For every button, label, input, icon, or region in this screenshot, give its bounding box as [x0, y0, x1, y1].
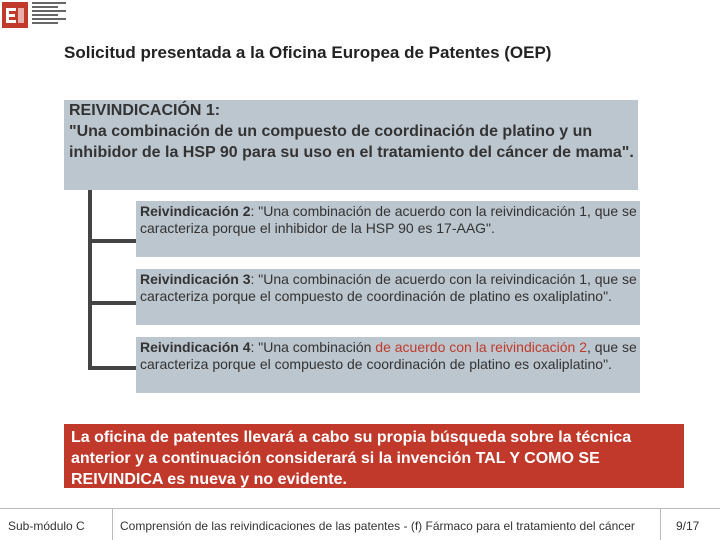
claim-3-box: [136, 269, 640, 325]
footer-module: Sub-módulo C: [8, 519, 85, 533]
footer-separator-right: [660, 509, 661, 540]
claim-4-text-start: : "Una combinación: [250, 339, 376, 355]
connector-trunk: [88, 190, 92, 368]
connector-branch-4: [88, 366, 136, 370]
claim-4-label: Reivindicación 4: [140, 339, 251, 355]
main-claim-label: REIVINDICACIÓN 1: [69, 102, 215, 119]
footer-page-number: 9/17: [676, 519, 700, 533]
footer-separator-left: [112, 509, 113, 540]
connector-branch-2: [88, 239, 136, 243]
claim-4-text-end: , que se caracteriza porque el compuesto de coordinación de platino es oxaliplatino".: [140, 339, 637, 372]
main-claim-text: "Una combinación de un compuesto de coordinación de platino y un inhibidor de la HSP 90 para su uso en el tratamiento del cáncer de mama".: [69, 123, 634, 161]
main-claim-colon: :: [214, 102, 221, 119]
main-claim-box: [64, 100, 638, 190]
notice-box: La oficina de patentes llevará a cabo su propia búsqueda sobre la técnica anterior y a continuación considerará si la invención TAL Y COMO SE REIVINDICA es nueva y no evidente.: [64, 424, 684, 488]
epo-logo-wordmark: [32, 2, 66, 26]
claim-2-box: [136, 201, 640, 257]
claim-3-text: : "Una combinación de acuerdo con la reivindicación 1, que se caracteriza porque el compuesto de coordinación de platino es oxaliplatino".: [140, 271, 637, 304]
connector-branch-3: [88, 301, 136, 305]
epo-logo: [0, 0, 70, 32]
footer-subtitle: Comprensión de las reivindicaciones de las patentes - (f) Fármaco para el tratamiento del cáncer: [120, 519, 635, 533]
footer-divider: [0, 508, 720, 509]
claim-4-dependency-highlight: de acuerdo con la reivindicación 2: [375, 339, 587, 355]
claim-2-text: : "Una combinación de acuerdo con la reivindicación 1, que se caracteriza porque el inhibidor de la HSP 90 es 17-AAG".: [140, 203, 637, 236]
claim-2-label: Reivindicación 2: [140, 203, 251, 219]
claim-3-label: Reivindicación 3: [140, 271, 251, 287]
epo-logo-mark-icon: [2, 2, 28, 28]
page-title: Solicitud presentada a la Oficina Europea de Patentes (OEP): [64, 43, 552, 62]
claim-4-box: [136, 337, 640, 393]
